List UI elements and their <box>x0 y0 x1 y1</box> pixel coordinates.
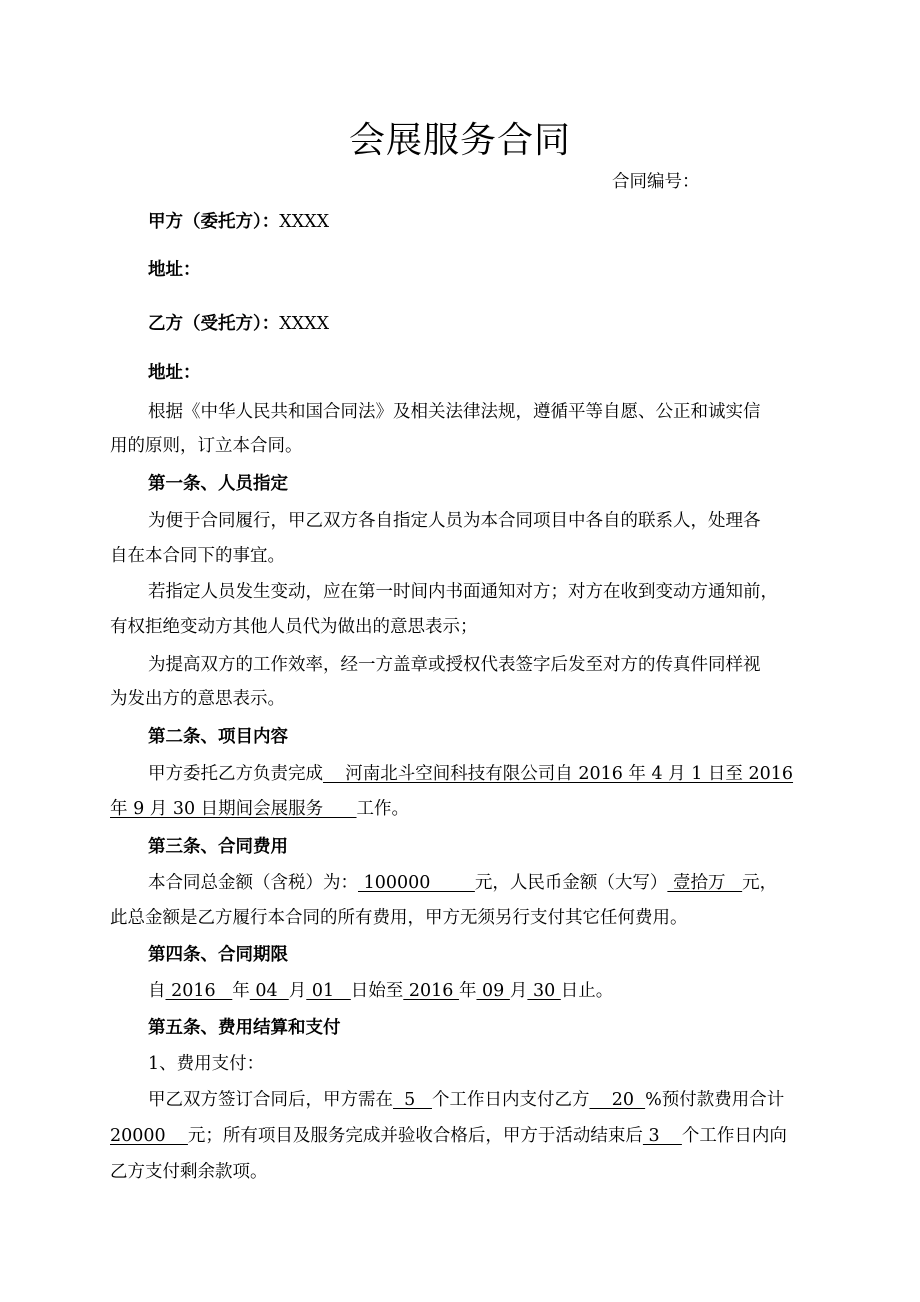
article-3-heading: 第三条、合同费用 <box>148 837 288 857</box>
day-start-label: 日始至 <box>350 981 404 1001</box>
article-5-line-3: 乙方支付剩余款项。 <box>110 1162 268 1182</box>
payment-text-c: %预付款费用合计 <box>645 1090 785 1110</box>
rmb-upper-amount-field: 壹拾万 <box>667 873 743 893</box>
article-3-line-2: 此总金额是乙方履行本合同的所有费用，甲方无须另行支付其它任何费用。 <box>110 908 688 928</box>
article-4-term-line <box>148 979 613 1003</box>
project-name-field: 河南北斗空间科技有限公司自 2016 年 4 月 1 日至 2016 <box>323 764 794 784</box>
payment-text-d: 元；所有项目及服务完成并验收合格后，甲方于活动结束后 <box>187 1126 643 1146</box>
article-2-line-1 <box>148 762 793 786</box>
term-from-label: 自 <box>148 981 166 1001</box>
day-end-label: 日止。 <box>560 981 614 1001</box>
prepay-amount-field: 20000 <box>110 1126 188 1146</box>
party-b-label: 乙方（受托方）： <box>148 314 280 334</box>
project-period-field: 年 9 月 30 日期间会展服务 <box>110 799 357 819</box>
preamble-line-1: 根据《中华人民共和国合同法》及相关法律法规，遵循平等自愿、公正和诚实信 <box>148 402 761 422</box>
article-1-p2-line-2: 有权拒绝变动方其他人员代为做出的意思表示； <box>110 617 478 637</box>
article-1-p1-line-2: 自在本合同下的事宜。 <box>110 546 285 566</box>
party-a-name: XXXX <box>279 212 330 232</box>
year-label-2: 年 <box>458 981 477 1001</box>
article-2-prefix: 甲方委托乙方负责完成 <box>148 764 323 784</box>
payment-days-field: 5 <box>393 1090 432 1110</box>
article-5-line-1 <box>148 1088 784 1112</box>
article-5-heading: 第五条、费用结算和支付 <box>148 1018 341 1038</box>
article-1-p3-line-2: 为发出方的意思表示。 <box>110 689 285 709</box>
preamble-line-2: 用的原则，订立本合同。 <box>110 436 303 456</box>
month-label-2: 月 <box>509 981 528 1001</box>
payment-text-a: 甲乙双方签订合同后，甲方需在 <box>148 1090 393 1110</box>
article-5-sub-1: 1、费用支付： <box>148 1054 265 1074</box>
end-year-field: 2016 <box>403 981 459 1001</box>
article-2-suffix: 工作。 <box>356 799 410 819</box>
party-b-line <box>148 312 329 336</box>
total-amount-field: 100000 <box>358 873 475 893</box>
party-a-address-label: 地址： <box>148 260 201 280</box>
article-2-heading: 第二条、项目内容 <box>148 727 288 747</box>
article-4-heading: 第四条、合同期限 <box>148 945 288 965</box>
article-1-p1-line-1: 为便于合同履行，甲乙双方各自指定人员为本合同项目中各自的联系人，处理各 <box>148 511 761 531</box>
party-a-label: 甲方（委托方）： <box>148 212 280 232</box>
total-amount-label: 本合同总金额（含税）为： <box>148 873 358 893</box>
article-1-p3-line-1: 为提高双方的工作效率，经一方盖章或授权代表签字后发至对方的传真件同样视 <box>148 655 761 675</box>
payment-text-b: 个工作日内支付乙方 <box>431 1090 590 1110</box>
start-year-field: 2016 <box>165 981 233 1001</box>
contract-number-label: 合同编号： <box>612 172 700 192</box>
rmb-amount-label: 元，人民币金额（大写） <box>474 873 668 893</box>
article-5-line-2 <box>110 1124 787 1148</box>
document-title: 会展服务合同 <box>348 120 571 161</box>
article-1-heading: 第一条、人员指定 <box>148 474 288 494</box>
end-day-field: 30 <box>527 981 561 1001</box>
prepay-percent-field: 20 <box>589 1090 646 1110</box>
article-2-line-2 <box>110 797 409 821</box>
year-label-1: 年 <box>232 981 250 1001</box>
party-b-address-label: 地址： <box>148 363 201 383</box>
article-1-p2-line-1: 若指定人员发生变动，应在第一时间内书面通知对方；对方在收到变动方通知前， <box>148 582 778 602</box>
end-month-field: 09 <box>476 981 510 1001</box>
start-month-field: 04 <box>249 981 289 1001</box>
party-a-line <box>148 210 329 234</box>
yuan-suffix: 元， <box>742 873 778 893</box>
article-3-line-1 <box>148 871 777 895</box>
month-label-1: 月 <box>288 981 307 1001</box>
start-day-field: 01 <box>306 981 351 1001</box>
party-b-name: XXXX <box>279 314 330 334</box>
payment-text-e: 个工作日内向 <box>681 1126 787 1146</box>
final-payment-days-field: 3 <box>642 1126 682 1146</box>
